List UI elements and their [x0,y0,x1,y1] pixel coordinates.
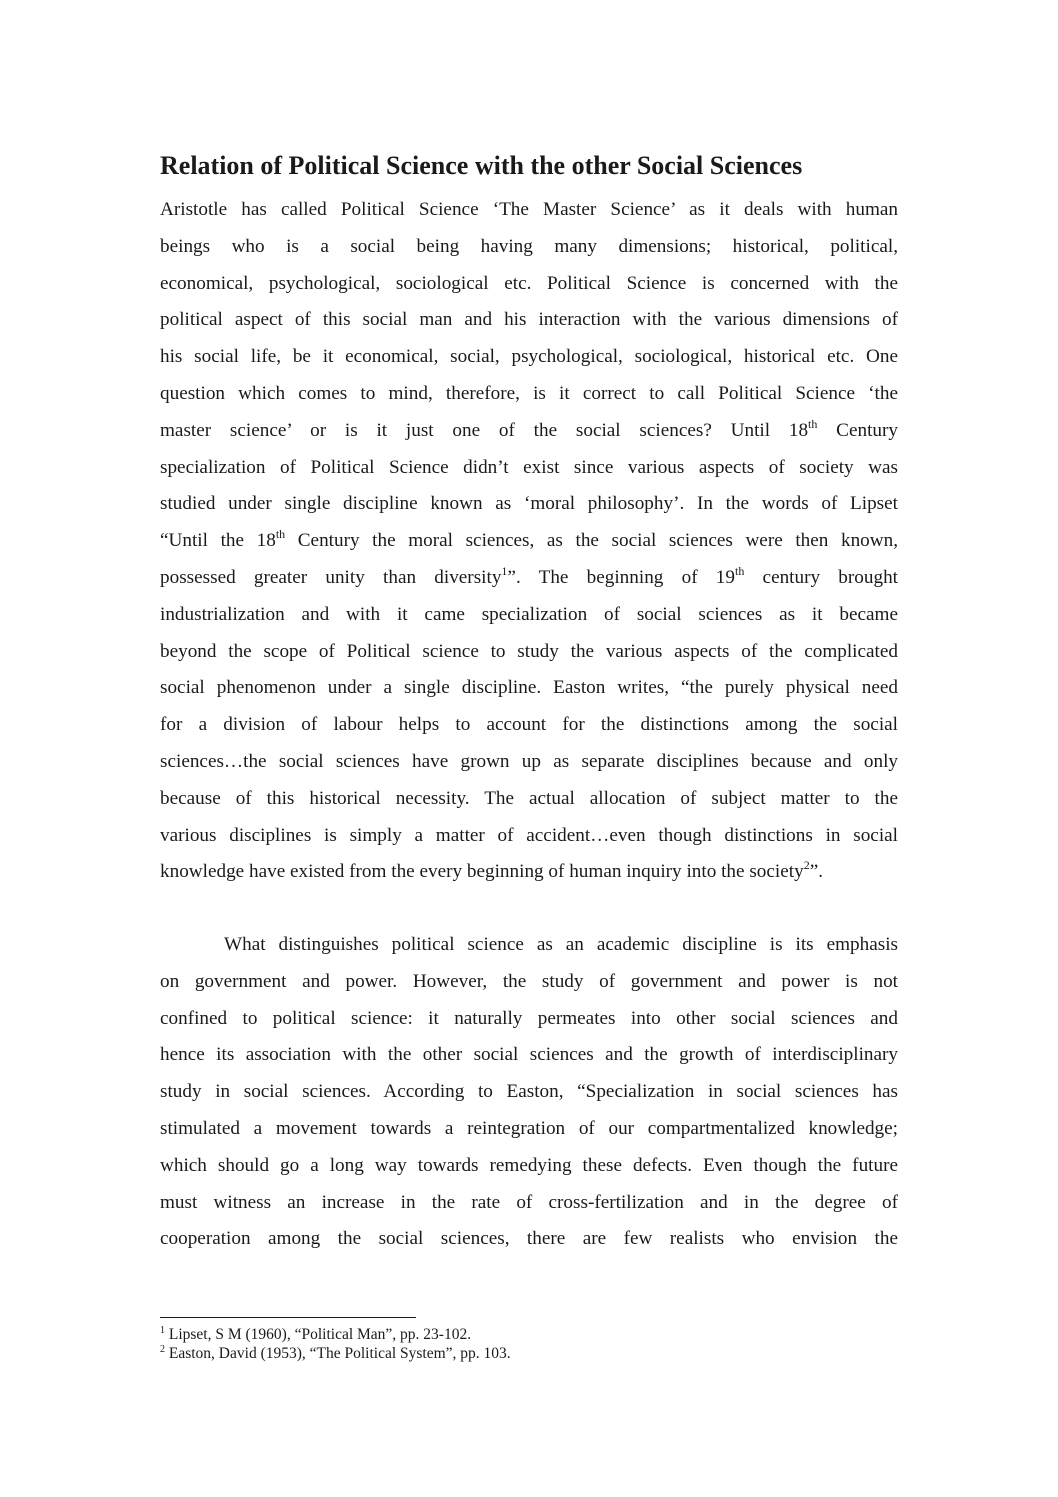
paragraph-line: which should go a long way towards remedying these defects. Even though the future [160,1154,898,1176]
superscript: th [275,527,286,542]
footnote-reference: 1 [501,563,508,578]
text-run: ”. The beginning of 19 [507,566,735,588]
paragraph-line: confined to political science: it naturally permeates into other social sciences and [160,1007,898,1029]
paragraph-line: his social life, be it economical, social, psychological, sociological, historical etc. One [160,346,898,368]
paragraph-line: stimulated a movement towards a reintegration of our compartmentalized knowledge; [160,1117,898,1139]
paragraph-line [160,560,898,597]
paragraph-1 [160,192,898,891]
paragraph-line: on government and power. However, the study of government and power is not [160,970,898,992]
paragraph-2 [160,927,898,1258]
footnote-text: Easton, David (1953), “The Political System”, pp. 103. [165,1345,511,1362]
footnote-separator [160,1317,416,1318]
text-run: Century the moral sciences, as the social sciences were then known, [285,530,898,552]
superscript: th [808,416,818,431]
footnote-2 [160,1344,900,1363]
footnote-text: Lipset, S M (1960), “Political Man”, pp. 23-102. [165,1326,472,1343]
text-run: Century [817,419,898,441]
text-run: ”. [809,861,824,883]
paragraph-line: study in social sciences. According to Easton, “Specialization in social sciences has [160,1081,898,1103]
paragraph-line: specialization of Political Science didn’t exist since various aspects of society was [160,456,898,478]
footnote-marker: 1 [160,1325,165,1336]
page-title: Relation of Political Science with the other Social Sciences [160,151,803,180]
paragraph-line [160,523,898,560]
paragraph-line: cooperation among the social sciences, there are few realists who envision the [160,1228,898,1250]
paragraph-line: hence its association with the other social sciences and the growth of interdisciplinary [160,1044,898,1066]
paragraph-line: industrialization and with it came specialization of social sciences as it became [160,603,898,625]
footnotes [160,1325,900,1363]
text-run: “Until the 18 [160,530,276,552]
paragraph-line: for a division of labour helps to account for the distinctions among the social [160,714,898,736]
text-run: century brought [744,566,898,588]
paragraph-line: sciences…the social sciences have grown up as separate disciplines because and only [160,750,898,772]
paragraph-line: various disciplines is simply a matter of accident…even though distinctions in social [160,824,898,846]
paragraph-line: studied under single discipline known as ‘moral philosophy’. In the words of Lipset [160,493,898,515]
footnote-reference: 2 [803,858,810,873]
paragraph-line [160,413,898,450]
paragraph-line: What distinguishes political science as an academic discipline is its emphasis [224,934,898,955]
text-run: possessed greater unity than diversity [160,566,502,588]
paragraph-line: political aspect of this social man and his interaction with the various dimensions of [160,309,898,331]
paragraph-line [160,854,898,891]
paragraph-line: question which comes to mind, therefore, is it correct to call Political Science ‘the [160,382,898,404]
footnote-1 [160,1325,900,1344]
paragraph-line: economical, psychological, sociological etc. Political Science is concerned with the [160,272,898,294]
superscript: th [735,563,745,578]
paragraph-line: because of this historical necessity. The actual allocation of subject matter to the [160,787,898,809]
text-run: master science’ or is it just one of the social sciences? Until 18 [160,419,809,441]
paragraph-line: social phenomenon under a single discipline. Easton writes, “the purely physical need [160,677,898,699]
text-run: knowledge have existed from the every beginning of human inquiry into the society [160,861,804,883]
paragraph-line: beings who is a social being having many dimensions; historical, political, [160,235,898,257]
paragraph-line: Aristotle has called Political Science ‘The Master Science’ as it deals with human [160,199,898,220]
paragraph-line: must witness an increase in the rate of cross-fertilization and in the degree of [160,1191,898,1213]
paragraph-line: beyond the scope of Political science to study the various aspects of the complicated [160,640,898,662]
footnote-marker: 2 [160,1344,165,1355]
